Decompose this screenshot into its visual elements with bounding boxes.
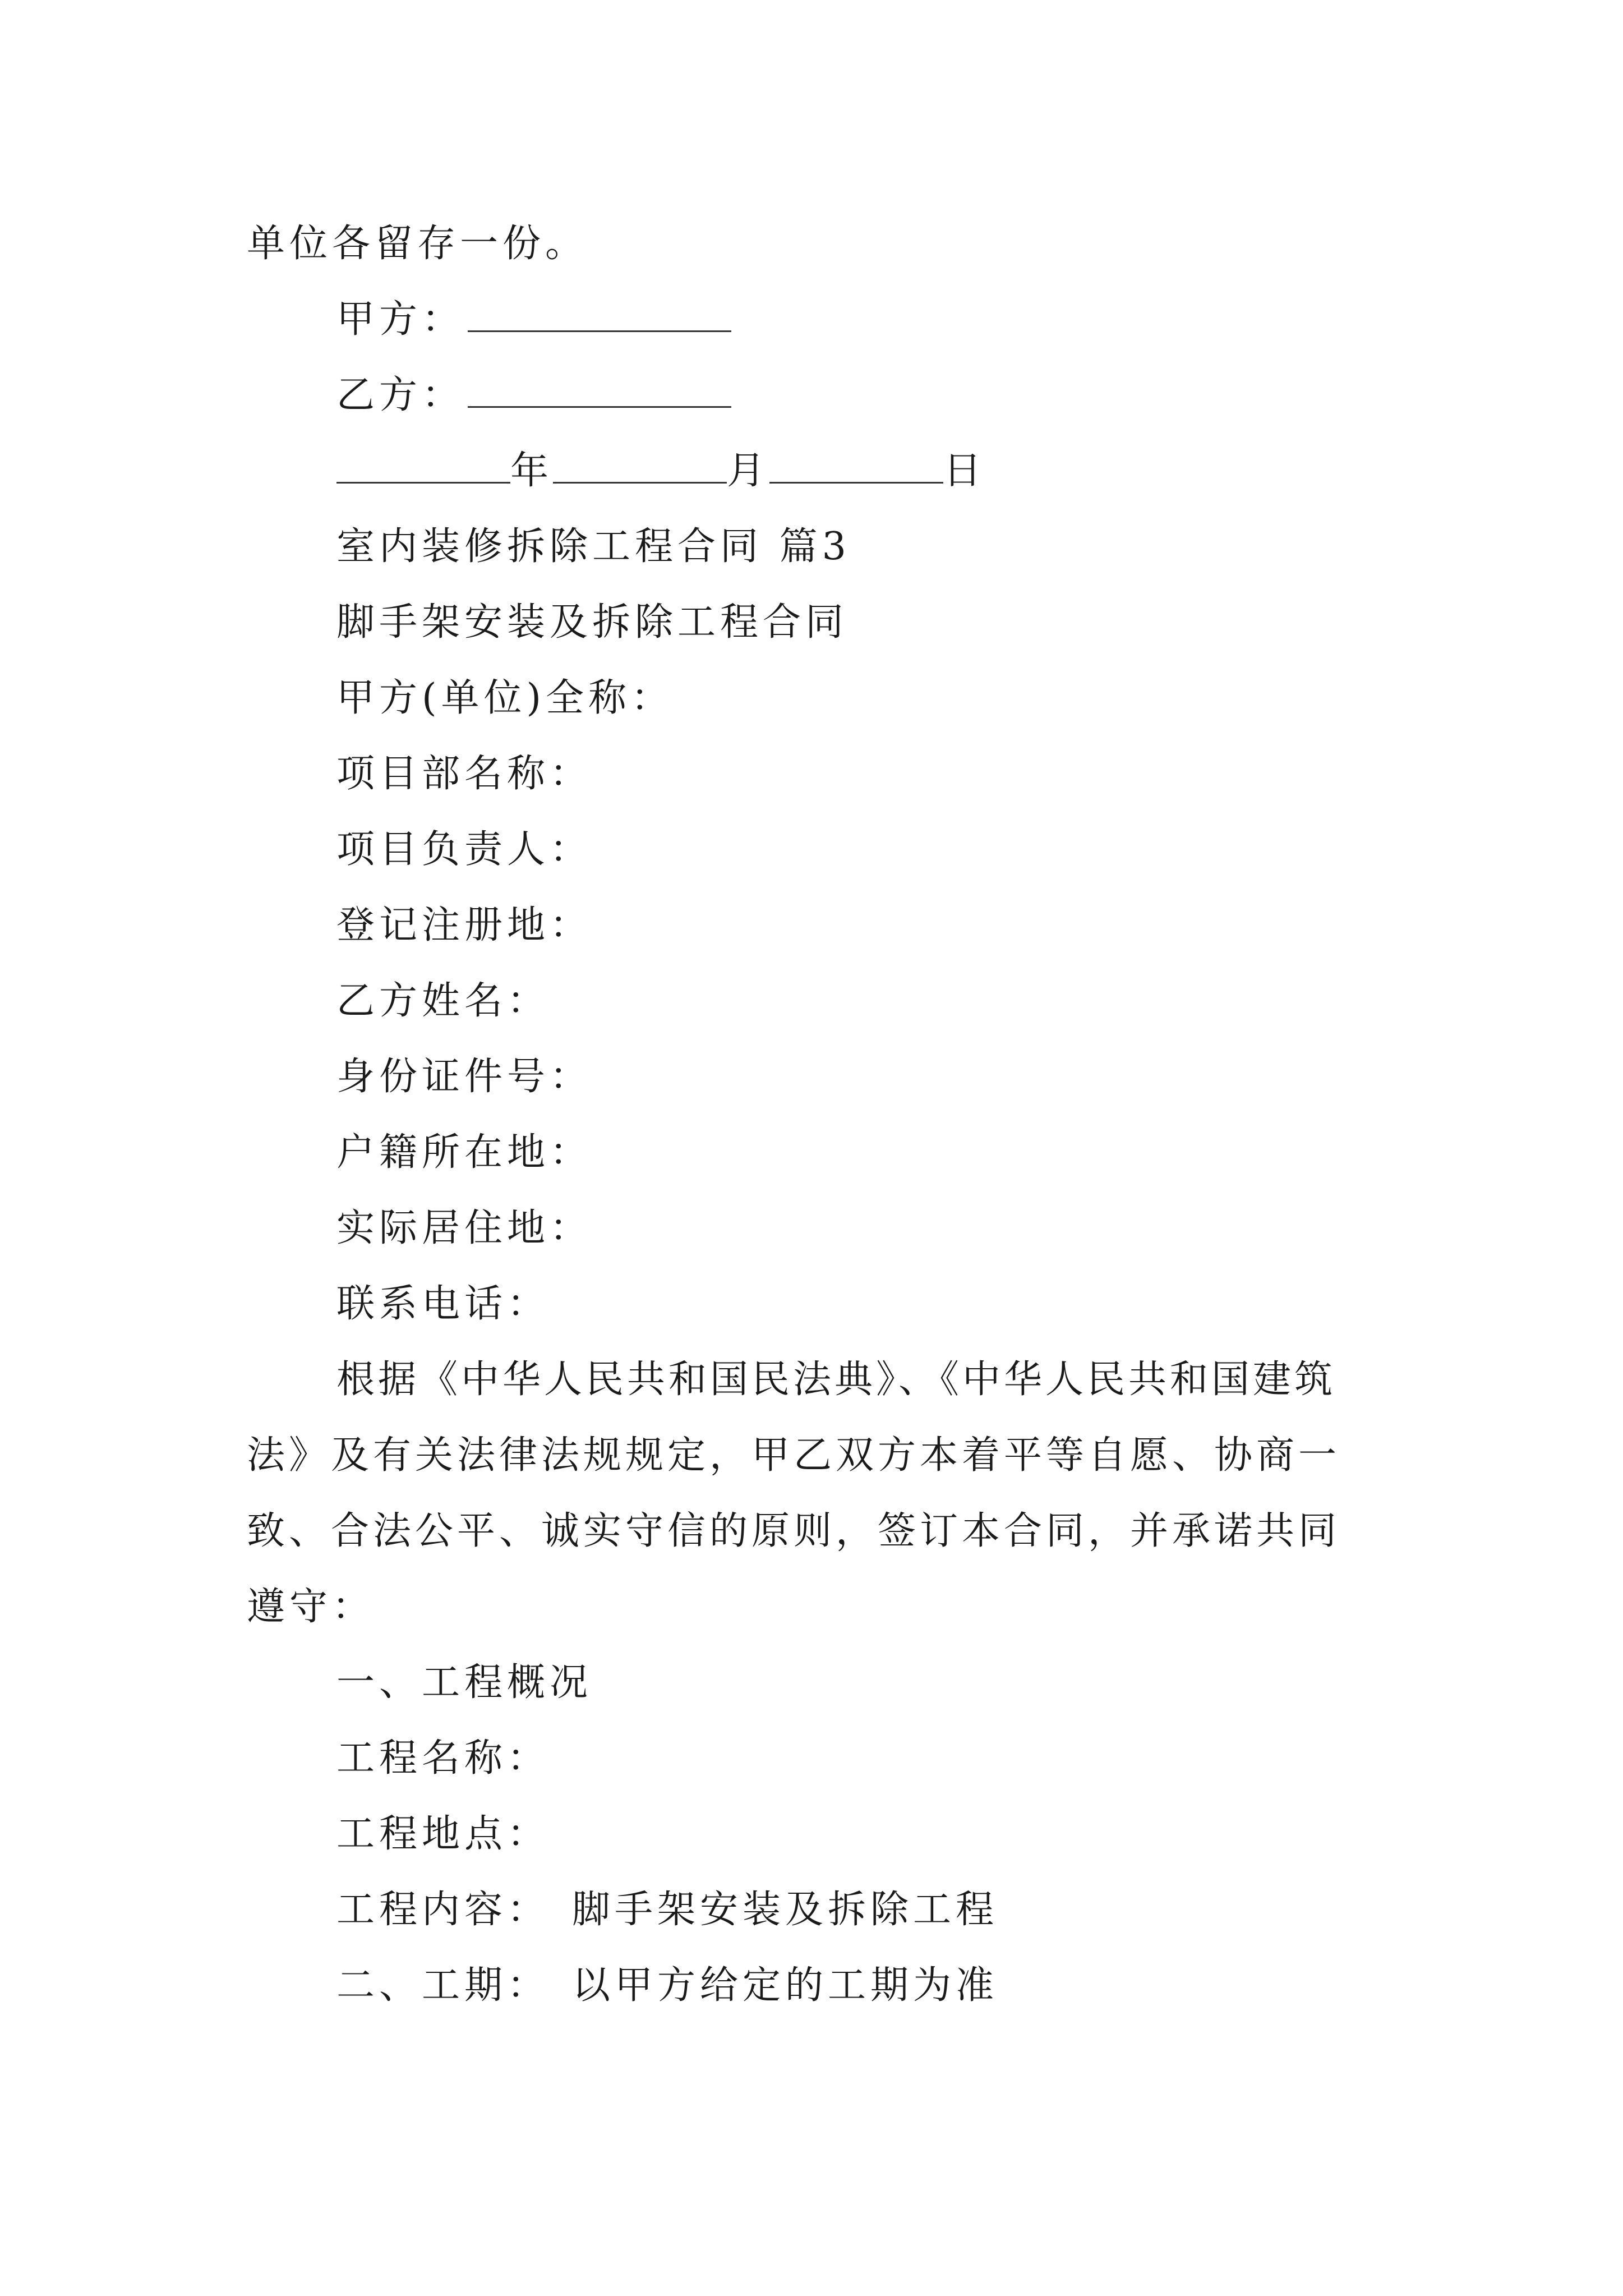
date-line <box>336 449 986 494</box>
section-heading: 一、工程概况 <box>336 1660 593 1705</box>
paragraph-line: 致、合法公平、诚实守信的原则，签订本合同，并承诺共同 <box>247 1509 1341 1553</box>
field-label: 身份证件号： <box>336 1055 593 1099</box>
text-line: 单位各留存一份。 <box>247 222 588 266</box>
month-blank <box>553 450 727 484</box>
field-label: 乙方姓名： <box>336 979 550 1023</box>
party-a-label: 甲方： <box>336 297 465 342</box>
party-a-signature-line <box>336 297 731 342</box>
schedule-line <box>336 1963 998 2008</box>
section-heading: 室内装修拆除工程合同 篇3 <box>336 524 851 569</box>
paragraph-line: 根据《中华人民共和国民法典》、《中华人民共和国建筑 <box>336 1358 1336 1402</box>
year-blank <box>336 450 510 484</box>
field-value: 以甲方给定的工期为准 <box>572 1963 999 2008</box>
field-label: 登记注册地： <box>336 903 593 947</box>
paragraph-line: 法》及有关法律法规规定，甲乙双方本着平等自愿、协商一 <box>247 1433 1341 1478</box>
field-label: 户籍所在地： <box>336 1130 593 1175</box>
month-label: 月 <box>727 449 770 493</box>
field-label: 联系电话： <box>336 1282 550 1326</box>
section-heading: 二、工期： <box>336 1963 550 2008</box>
year-label: 年 <box>510 449 554 493</box>
field-label: 项目负责人： <box>336 827 593 872</box>
field-label: 工程地点： <box>336 1812 550 1856</box>
field-label: 工程名称： <box>336 1736 550 1780</box>
day-label: 日 <box>943 449 986 493</box>
field-value: 脚手架安装及拆除工程 <box>572 1888 999 1932</box>
contract-title: 脚手架安装及拆除工程合同 <box>336 600 849 645</box>
field-label: 甲方(单位)全称： <box>336 676 674 720</box>
paragraph-line: 遵守： <box>247 1585 375 1629</box>
party-b-label: 乙方： <box>336 373 465 417</box>
day-blank <box>769 450 943 484</box>
work-content-line <box>336 1888 998 1932</box>
party-b-signature-line <box>336 373 731 418</box>
field-label: 实际居住地： <box>336 1206 593 1250</box>
field-label: 项目部名称： <box>336 752 593 796</box>
party-b-blank <box>468 375 731 408</box>
field-label: 工程内容： <box>336 1888 550 1932</box>
party-a-blank <box>468 299 731 332</box>
